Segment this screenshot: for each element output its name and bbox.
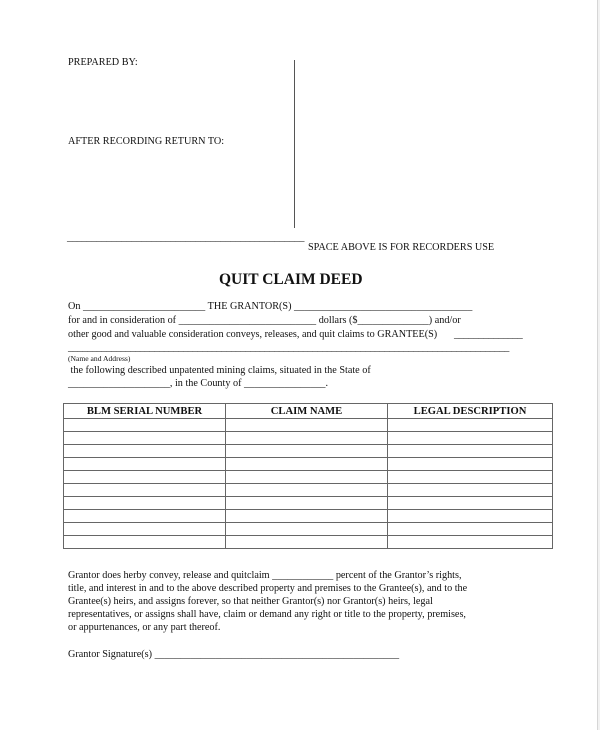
table-header-row bbox=[64, 404, 553, 419]
table-row bbox=[64, 484, 553, 497]
table-cell[interactable] bbox=[64, 536, 226, 549]
after-recording-label: AFTER RECORDING RETURN TO: bbox=[68, 136, 225, 147]
conveys-line: other good and valuable consideration conveys, releases, and quit claims to GRANTEE(S) bbox=[68, 329, 438, 340]
conveyance-line-3: Grantee(s) heirs, and assigns forever, so that neither Grantor(s) nor Grantor(s) heirs, legal bbox=[68, 596, 433, 607]
table-cell[interactable] bbox=[226, 445, 388, 458]
table-cell[interactable] bbox=[64, 458, 226, 471]
signature-label: Grantor Signature(s) bbox=[68, 649, 155, 660]
mining-claims-line: the following described unpatented mining claims, situated in the State of bbox=[68, 365, 371, 376]
table-row bbox=[64, 536, 553, 549]
table-cell[interactable] bbox=[64, 432, 226, 445]
consideration-line: for and in consideration of ___________________________ dollars ($______________) and/or bbox=[68, 315, 461, 326]
mining-claims-table bbox=[63, 403, 553, 549]
header-legal-description: LEGAL DESCRIPTION bbox=[388, 404, 553, 419]
table-cell[interactable] bbox=[226, 497, 388, 510]
table-cell[interactable] bbox=[226, 536, 388, 549]
table-cell[interactable] bbox=[388, 458, 553, 471]
table-cell[interactable] bbox=[64, 471, 226, 484]
table-row bbox=[64, 510, 553, 523]
conveyance-line-2: title, and interest in and to the above described property and premises to the Grantee(s), and to the bbox=[68, 583, 468, 594]
table-cell[interactable] bbox=[226, 484, 388, 497]
table-row bbox=[64, 432, 553, 445]
table-row bbox=[64, 523, 553, 536]
table-cell[interactable] bbox=[64, 497, 226, 510]
table-cell[interactable] bbox=[64, 510, 226, 523]
table-cell[interactable] bbox=[388, 471, 553, 484]
table-cell[interactable] bbox=[388, 536, 553, 549]
signature-line bbox=[68, 650, 399, 660]
table-cell[interactable] bbox=[226, 432, 388, 445]
state-county-line: ____________________, in the County of ________________. bbox=[68, 378, 329, 389]
table-cell[interactable] bbox=[388, 510, 553, 523]
table-cell[interactable] bbox=[64, 419, 226, 432]
table-row bbox=[64, 458, 553, 471]
grantee-blank: ______________ bbox=[454, 329, 523, 340]
table-row bbox=[64, 445, 553, 458]
grantee-address-blank: ____________________________________________________________________________________________ bbox=[68, 342, 510, 353]
conveyance-line-1: Grantor does herby convey, release and quitclaim ____________ percent of the Grantor’s rights, bbox=[68, 570, 462, 581]
table-cell[interactable] bbox=[64, 484, 226, 497]
header-claim-name: CLAIM NAME bbox=[226, 404, 388, 419]
grantor-line: On ________________________ THE GRANTOR(S) ___________________________________ bbox=[68, 301, 473, 312]
table-cell[interactable] bbox=[226, 523, 388, 536]
document-title: QUIT CLAIM DEED bbox=[219, 271, 363, 288]
table-cell[interactable] bbox=[64, 523, 226, 536]
header-blm-serial-number: BLM SERIAL NUMBER bbox=[64, 404, 226, 419]
recorder-separator-line: ________________________________________________ bbox=[67, 232, 305, 243]
table-cell[interactable] bbox=[388, 484, 553, 497]
table-cell[interactable] bbox=[226, 471, 388, 484]
signature-blank: ________________________________________________ bbox=[154, 649, 400, 660]
name-address-note: (Name and Address) bbox=[68, 354, 131, 363]
table-cell[interactable] bbox=[388, 419, 553, 432]
table-cell[interactable] bbox=[226, 458, 388, 471]
vertical-divider bbox=[294, 60, 295, 228]
table-cell[interactable] bbox=[388, 445, 553, 458]
table-cell[interactable] bbox=[388, 497, 553, 510]
table-cell[interactable] bbox=[388, 523, 553, 536]
table-row bbox=[64, 497, 553, 510]
table-row bbox=[64, 471, 553, 484]
table-row bbox=[64, 419, 553, 432]
table-cell[interactable] bbox=[226, 419, 388, 432]
prepared-by-label: PREPARED BY: bbox=[68, 57, 138, 68]
recorders-use-note: SPACE ABOVE IS FOR RECORDERS USE bbox=[308, 242, 495, 253]
conveyance-line-5: or appurtenances, or any part thereof. bbox=[68, 622, 221, 633]
table-cell[interactable] bbox=[226, 510, 388, 523]
table-cell[interactable] bbox=[64, 445, 226, 458]
table-cell[interactable] bbox=[388, 432, 553, 445]
conveyance-line-4: representatives, or assigns shall have, claim or demand any right or title to the property, premises, bbox=[68, 609, 466, 620]
